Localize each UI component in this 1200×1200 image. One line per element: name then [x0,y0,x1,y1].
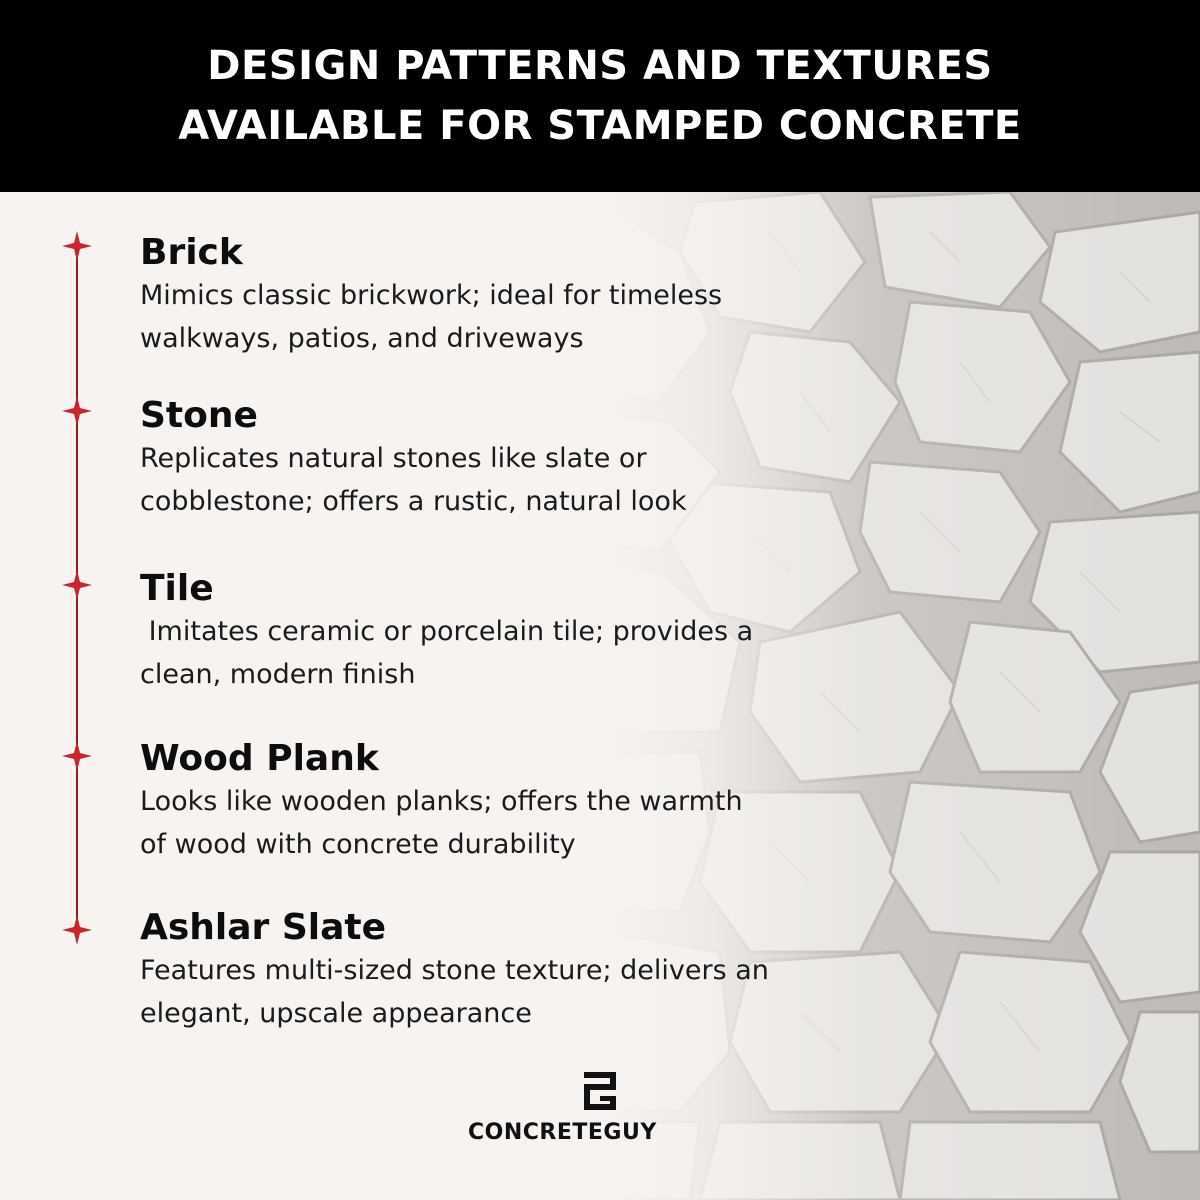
pattern-item-brick [140,232,900,360]
pattern-item-stone [140,395,900,523]
pattern-title: Brick [140,232,243,273]
pattern-description-line-2: cobblestone; offers a rustic, natural look [140,486,687,517]
four-point-star-icon [62,915,92,945]
header-title-line-2: AVAILABLE FOR STAMPED CONCRETE [178,103,1022,149]
pattern-title: Ashlar Slate [140,907,387,948]
pattern-title: Stone [140,395,258,436]
pattern-item-wood-plank [140,738,900,866]
pattern-description-line-1: Imitates ceramic or porcelain tile; provides a [140,616,754,647]
header-banner [0,0,1200,192]
pattern-description-line-2: of wood with concrete durability [140,829,576,860]
pattern-item-ashlar-slate [140,907,900,1035]
four-point-star-icon [62,741,92,771]
pattern-item-tile [140,568,900,696]
pattern-title: Tile [140,568,214,609]
four-point-star-icon [62,570,92,600]
four-point-star-icon [62,396,92,426]
four-point-star-icon [62,231,92,261]
brand-logo-text: CONCRETEGUY [468,1120,657,1145]
pattern-description-line-2: walkways, patios, and driveways [140,323,584,354]
pattern-description-line-1: Mimics classic brickwork; ideal for timeless [140,280,723,311]
pattern-description-line-2: clean, modern finish [140,659,416,690]
cg-logo-icon [582,1070,618,1116]
pattern-description-line-1: Replicates natural stones like slate or [140,443,647,474]
pattern-description-line-1: Looks like wooden planks; offers the warmth [140,786,743,817]
header-title-line-1: DESIGN PATTERNS AND TEXTURES [207,43,993,89]
pattern-description-line-1: Features multi-sized stone texture; delivers an [140,955,769,986]
pattern-title: Wood Plank [140,738,379,779]
pattern-description-line-2: elegant, upscale appearance [140,998,532,1029]
brand-logo [468,1070,738,1150]
